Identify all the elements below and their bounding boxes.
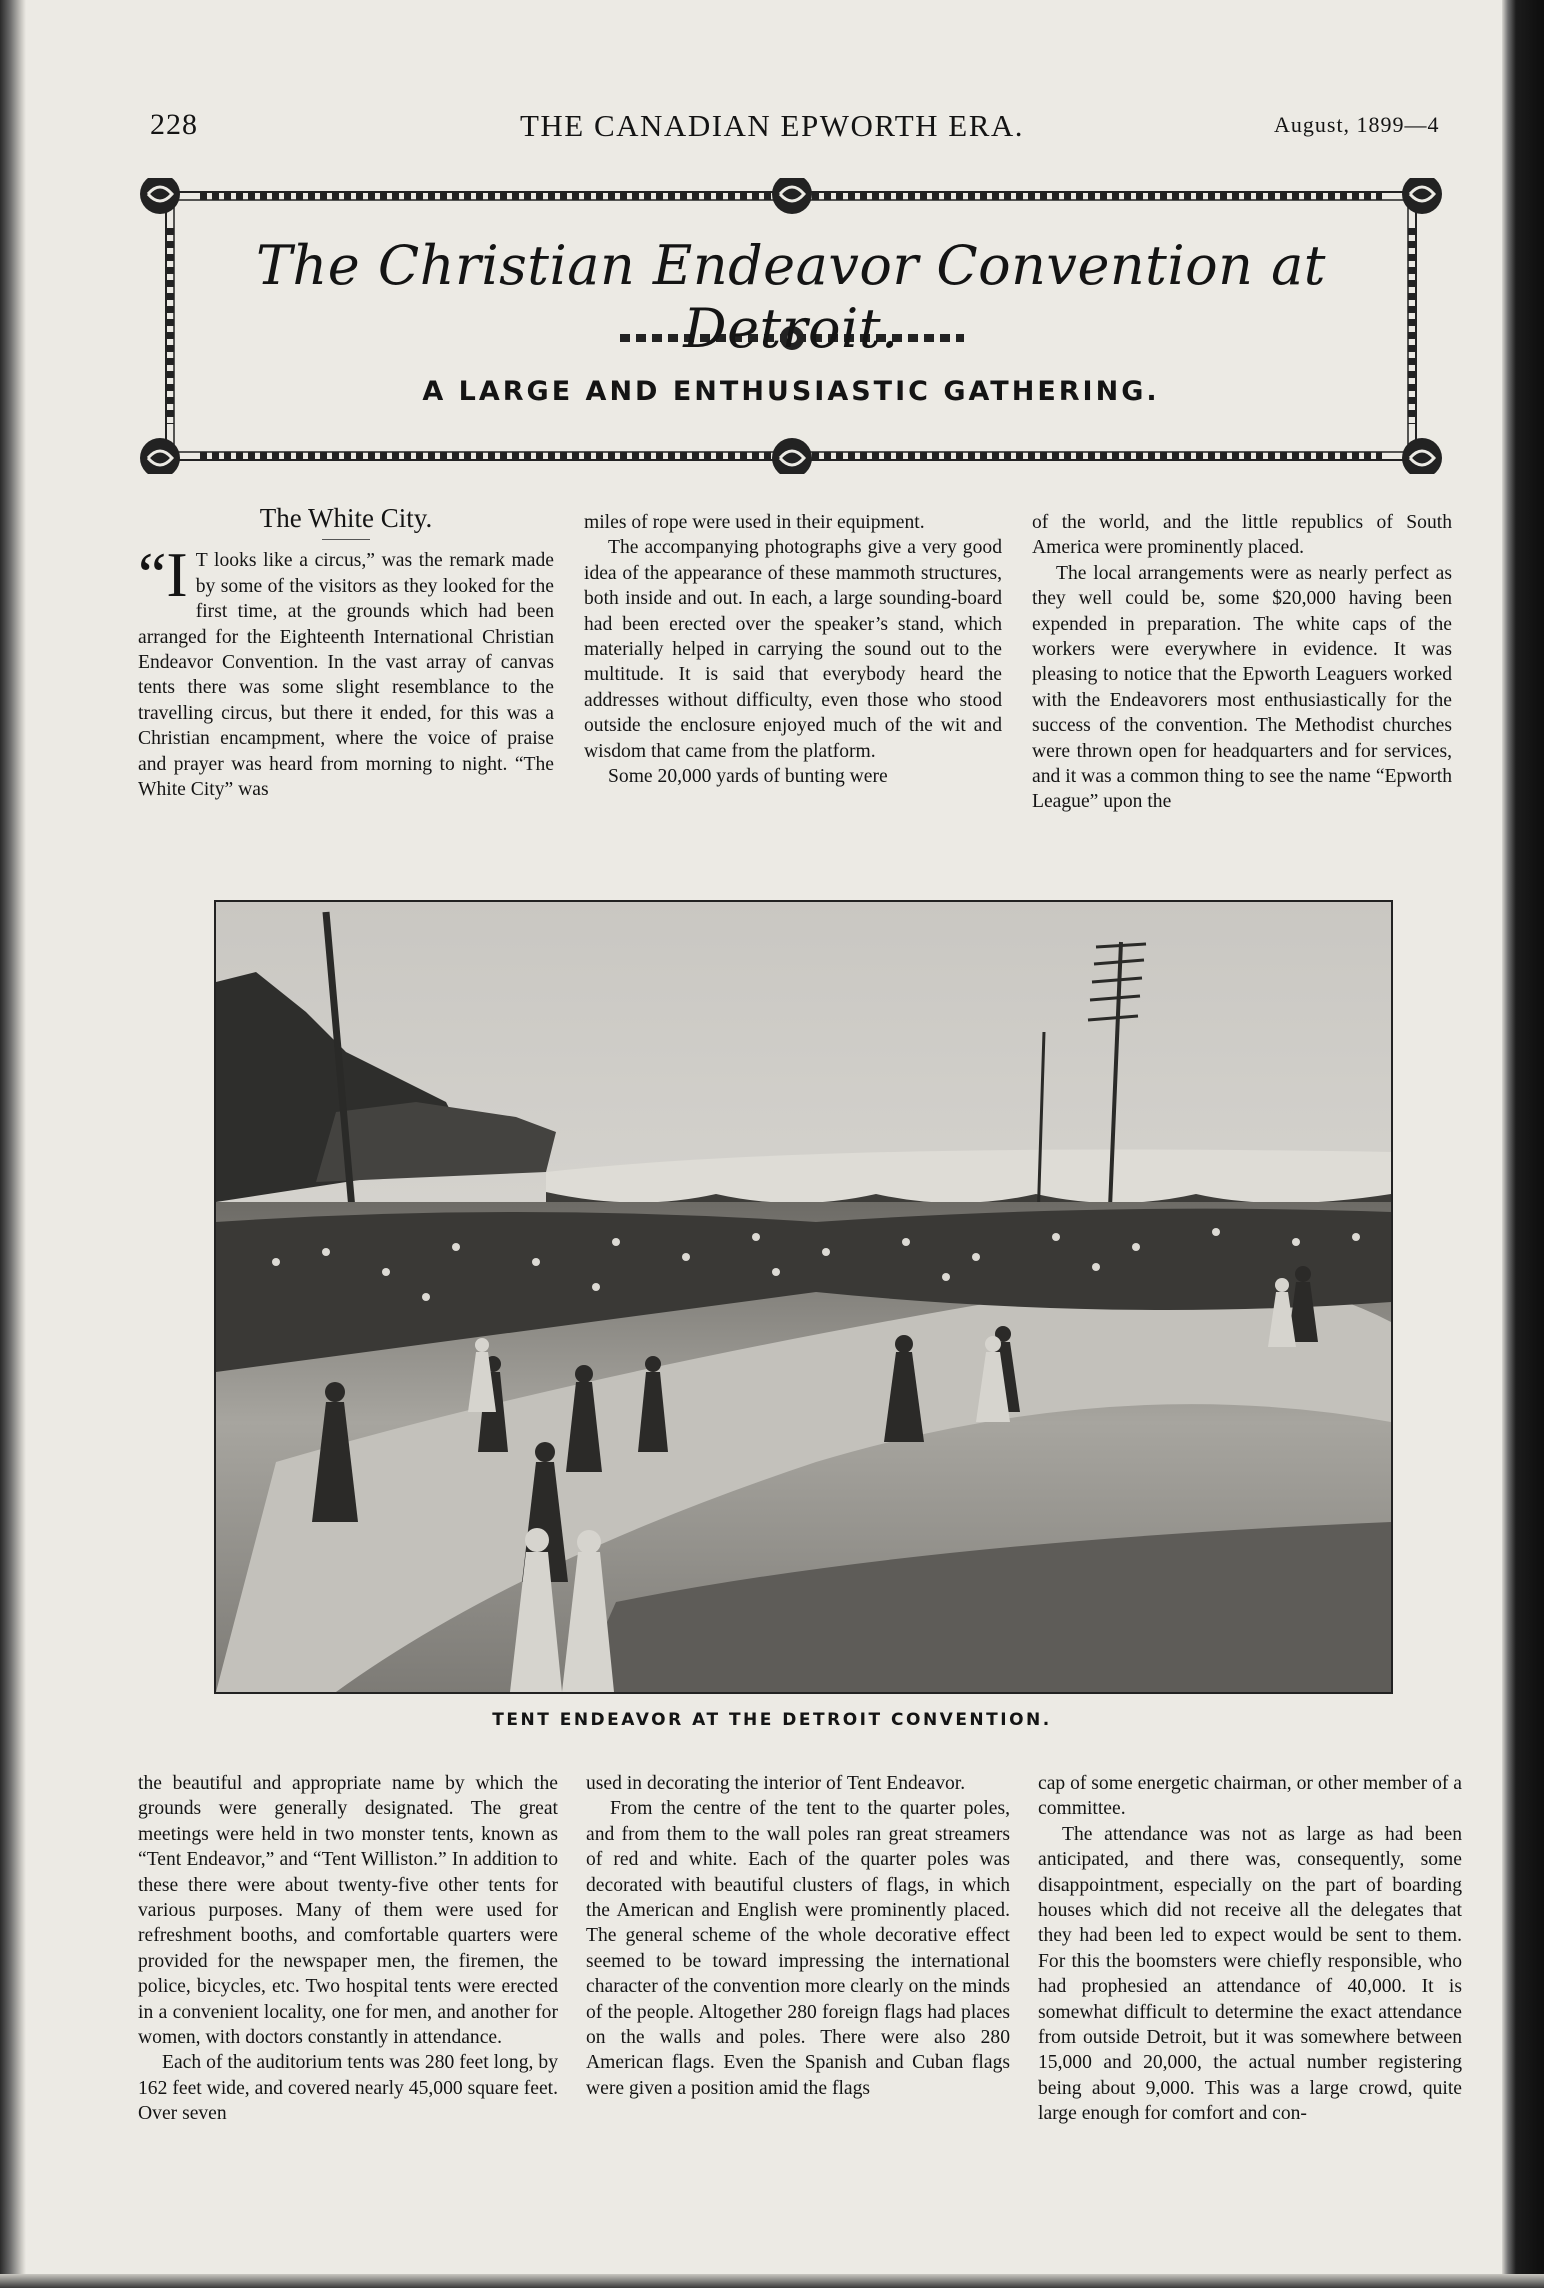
column-3-top xyxy=(1032,510,1452,815)
paragraph: the beautiful and appropriate name by which the grounds were generally designated. The great meetings were held in two monster tents, known as “Tent Endeavor,” and “Tent Williston.” In addition to these there were about twenty-five other tents for various purposes. Many of them were used for refreshment booths, and comfortable quarters were provided for the newspaper men, the firemen, the police, bicycles, etc. Two hospital tents were erected in a convenient locality, one for men, and another for women, with doctors constantly in attendance. xyxy=(138,1773,558,2049)
convention-photograph xyxy=(214,900,1393,1694)
column-3-bottom xyxy=(1038,1771,1462,2127)
page-right-edge xyxy=(1502,0,1544,2288)
crowd-photo-image xyxy=(216,902,1391,1692)
page-bottom-edge xyxy=(0,2274,1544,2288)
issue-date: August, 1899—4 xyxy=(1274,112,1440,137)
section-heading: The White City. xyxy=(259,503,433,533)
page-number: 228 xyxy=(150,108,198,141)
paragraph: Some 20,000 yards of bunting were xyxy=(608,766,888,788)
paragraph: The attendance was not as large as had been anticipated, and there was, consequently, some disappointment, especially on the part of boarding houses which did not receive all the delegates that they had been led to expect would be sent to them. For this the boomsters were chiefly responsible, who had prophesied an attendance of 40,000. It is somewhat difficult to determine the exact attendance from outside Detroit, but it was somewhere between 15,000 and 20,000, the actual number registering being about 9,000. This was a large crowd, quite large enough for comfort and con- xyxy=(1038,1823,1462,2125)
article-subtitle: A LARGE AND ENTHUSIASTIC GATHERING. xyxy=(422,376,1160,407)
paragraph: The local arrangements were as nearly perfect as they well could be, some $20,000 having been expended in preparation. The white caps of the workers were everywhere in evidence. It was pleasing to notice that the Epworth Leaguers worked with the Endeavorers most enthusiastically for the success of the convention. The Methodist churches were thrown open for headquarters and for services, and it was a common thing to see the name “Epworth League” upon the xyxy=(1032,562,1452,813)
paragraph: “I T looks like a circus,” was the remark made by some of the visitors as they looked for the first time, at the grounds which had been arranged for the Eighteenth International Christian Endeavor Convention. In the vast array of canvas tents there was some slight resemblance to the travelling circus, but there it ended, for this was a Christian encampment, where the voice of praise and prayer was heard from morning to night. “The White City” was xyxy=(138,539,554,801)
column-1-bottom xyxy=(138,1771,558,2127)
column-2-top xyxy=(584,510,1002,789)
paragraph: Each of the auditorium tents was 280 feet long, by 162 feet wide, and covered nearly 45,000 square feet. Over seven xyxy=(138,2052,558,2125)
paragraph: used in decorating the interior of Tent Endeavor. xyxy=(586,1773,966,1794)
paragraph: miles of rope were used in their equipment. xyxy=(584,512,925,533)
drop-cap: “I xyxy=(138,539,188,611)
column-1-top xyxy=(138,503,554,802)
paragraph: cap of some energetic chairman, or other member of a committee. xyxy=(1038,1773,1462,1820)
running-title: THE CANADIAN EPWORTH ERA. xyxy=(519,108,1025,143)
paragraph: of the world, and the little republics of South America were prominently placed. xyxy=(1032,512,1452,559)
article-title: The Christian Endeavor Convention at Detroit. xyxy=(256,234,1326,360)
paragraph: The accompanying photographs give a very good idea of the appearance of these mammoth structures, both inside and out. In each, a large sounding-board had been erected over the speaker’s stand, which materially helped in carrying the sound out to the multitude. It is said that everybody heard the addresses without difficulty, even those who stood outside the enclosure enjoyed much of the wit and wisdom that came from the platform. xyxy=(584,537,1002,762)
page-spine-shadow xyxy=(0,0,26,2288)
column-2-bottom xyxy=(586,1771,1010,2101)
section-rule xyxy=(322,539,370,540)
paragraph: From the centre of the tent to the quarter poles, and from them to the wall poles ran great streamers of red and white. Each of the quarter poles was decorated with beautiful clusters of flags, in which the American and English were prominently placed. The general scheme of the whole decorative effect seemed to be toward impressing the international character of the convention more clearly on the minds of the people. Altogether 280 foreign flags had places on the walls and poles. There were also 280 American flags. Even the Spanish and Cuban flags were given a position amid the flags xyxy=(586,1798,1010,2099)
photo-caption: TENT ENDEAVOR AT THE DETROIT CONVENTION. xyxy=(492,1710,1052,1730)
